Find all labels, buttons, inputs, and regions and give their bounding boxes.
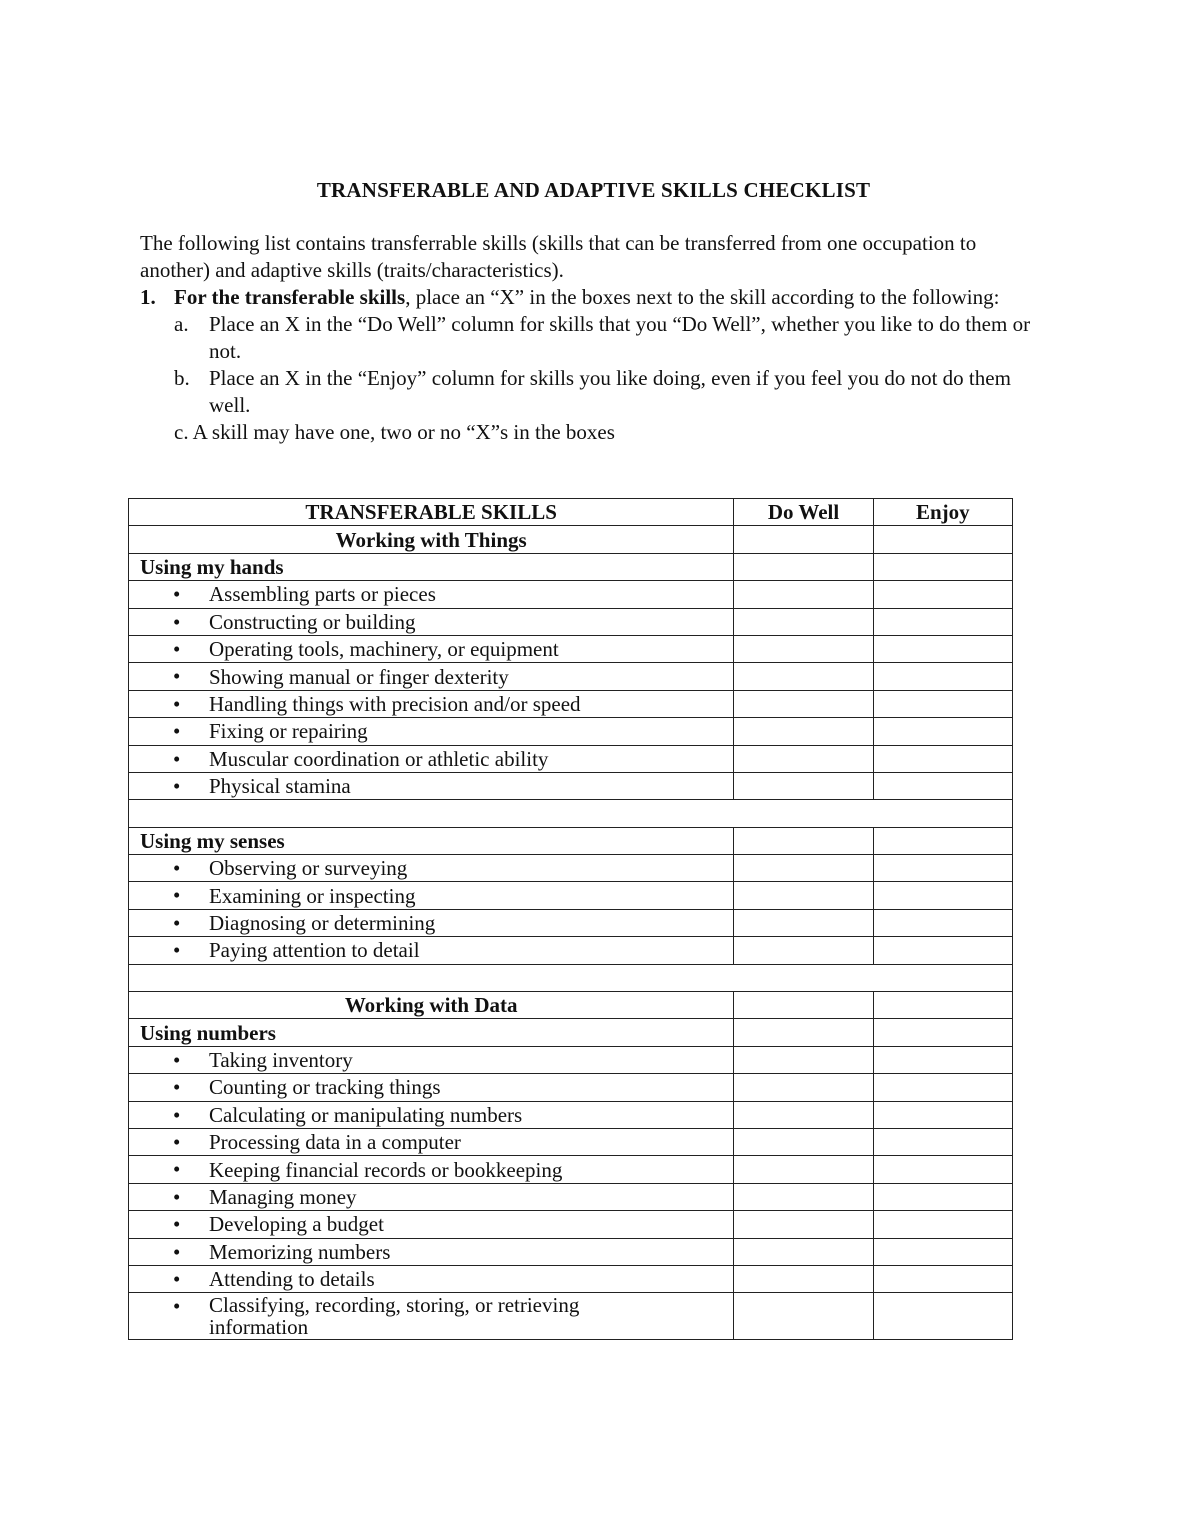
enjoy-cell[interactable] — [873, 608, 1012, 635]
bullet-icon: • — [173, 856, 181, 881]
do-well-cell[interactable] — [734, 1293, 873, 1340]
enjoy-cell[interactable] — [873, 553, 1012, 580]
do-well-cell[interactable] — [734, 1019, 873, 1046]
do-well-cell[interactable] — [734, 581, 873, 608]
enjoy-cell[interactable] — [873, 1211, 1012, 1238]
skill-item — [129, 937, 734, 964]
bullet-icon: • — [173, 773, 181, 798]
enjoy-cell[interactable] — [873, 718, 1012, 745]
skill-row — [129, 1238, 1013, 1265]
intro-paragraph: The following list contains transferrable skills (skills that can be transferred from one occupation to another) and adaptive skills (traits/characteristics). — [140, 231, 977, 282]
bullet-icon: • — [173, 664, 181, 689]
header-do-well: Do Well — [734, 499, 873, 526]
step-1-sublist — [140, 311, 1050, 446]
skill-item — [129, 635, 734, 662]
skill-item — [129, 745, 734, 772]
enjoy-cell[interactable] — [873, 1293, 1012, 1340]
instructions — [140, 230, 1050, 446]
header-row — [129, 499, 1013, 526]
skill-item — [129, 1101, 734, 1128]
skill-item — [129, 1265, 734, 1292]
skill-label: Managing money — [209, 1184, 357, 1209]
group-using-numbers: Using numbers — [129, 1019, 734, 1046]
do-well-cell[interactable] — [734, 526, 873, 553]
skill-item — [129, 581, 734, 608]
skill-item — [129, 608, 734, 635]
skill-label: Developing a budget — [209, 1212, 384, 1237]
enjoy-cell[interactable] — [873, 635, 1012, 662]
bullet-icon: • — [173, 636, 181, 661]
skill-row — [129, 1265, 1013, 1292]
bullet-icon: • — [173, 1266, 181, 1291]
skill-item — [129, 1128, 734, 1155]
skill-row — [129, 745, 1013, 772]
enjoy-cell[interactable] — [873, 992, 1012, 1019]
skill-label: Examining or inspecting — [209, 883, 416, 908]
skill-item — [129, 718, 734, 745]
skill-label: Operating tools, machinery, or equipment — [209, 637, 559, 662]
enjoy-cell[interactable] — [873, 1238, 1012, 1265]
skill-label: Physical stamina — [209, 774, 351, 799]
enjoy-cell[interactable] — [873, 690, 1012, 717]
skill-label: Attending to details — [209, 1267, 375, 1292]
do-well-cell[interactable] — [734, 553, 873, 580]
header-skills: TRANSFERABLE SKILLS — [129, 499, 734, 526]
enjoy-cell[interactable] — [873, 581, 1012, 608]
bullet-icon: • — [173, 938, 181, 963]
skill-row — [129, 718, 1013, 745]
skill-row — [129, 1211, 1013, 1238]
bullet-icon: • — [173, 1129, 181, 1154]
do-well-cell[interactable] — [734, 1238, 873, 1265]
skill-label: Calculating or manipulating numbers — [209, 1102, 523, 1127]
enjoy-cell[interactable] — [873, 1046, 1012, 1073]
skill-label: Fixing or repairing — [209, 719, 368, 744]
enjoy-cell[interactable] — [873, 1101, 1012, 1128]
do-well-cell[interactable] — [734, 1265, 873, 1292]
bullet-icon: • — [173, 1212, 181, 1237]
skill-label: Observing or surveying — [209, 856, 408, 881]
skill-row — [129, 1046, 1013, 1073]
skill-label: Keeping financial records or bookkeeping — [209, 1157, 563, 1182]
enjoy-cell[interactable] — [873, 1183, 1012, 1210]
do-well-cell[interactable] — [734, 1211, 873, 1238]
spacer-row — [129, 800, 1013, 827]
enjoy-cell[interactable] — [873, 882, 1012, 909]
enjoy-cell[interactable] — [873, 1074, 1012, 1101]
group-using-my-senses: Using my senses — [129, 827, 734, 854]
enjoy-cell[interactable] — [873, 827, 1012, 854]
skill-item — [129, 1046, 734, 1073]
do-well-cell[interactable] — [734, 1046, 873, 1073]
skill-row — [129, 1074, 1013, 1101]
skill-label: Showing manual or finger dexterity — [209, 664, 509, 689]
skill-label: Processing data in a computer — [209, 1130, 461, 1155]
do-well-cell[interactable] — [734, 937, 873, 964]
skill-row — [129, 882, 1013, 909]
enjoy-cell[interactable] — [873, 855, 1012, 882]
do-well-cell[interactable] — [734, 608, 873, 635]
do-well-cell[interactable] — [734, 718, 873, 745]
skill-item — [129, 882, 734, 909]
skill-row — [129, 855, 1013, 882]
skill-item — [129, 1293, 734, 1340]
section-working-with-things: Working with Things — [129, 526, 734, 553]
bullet-icon: • — [173, 1102, 181, 1127]
skill-label: Handling things with precision and/or speed — [209, 691, 581, 716]
skill-label: Taking inventory — [209, 1048, 353, 1072]
enjoy-cell[interactable] — [873, 1019, 1012, 1046]
bullet-icon: • — [173, 883, 181, 908]
spacer-row — [129, 964, 1013, 991]
do-well-cell[interactable] — [734, 1183, 873, 1210]
instruction-b — [174, 365, 1050, 419]
do-well-cell[interactable] — [734, 855, 873, 882]
group-row — [129, 827, 1013, 854]
skill-label: Constructing or building — [209, 609, 416, 634]
do-well-cell[interactable] — [734, 1156, 873, 1183]
group-row — [129, 1019, 1013, 1046]
skill-item — [129, 663, 734, 690]
do-well-cell[interactable] — [734, 663, 873, 690]
enjoy-cell[interactable] — [873, 909, 1012, 936]
do-well-cell[interactable] — [734, 992, 873, 1019]
skill-row — [129, 1101, 1013, 1128]
bullet-icon: • — [173, 1239, 181, 1264]
instruction-a — [174, 311, 1050, 365]
instruction-a-letter: a. — [174, 312, 189, 336]
do-well-cell[interactable] — [734, 745, 873, 772]
do-well-cell[interactable] — [734, 772, 873, 799]
step-text: , place an “X” in the boxes next to the skill according to the following: — [405, 285, 1000, 309]
do-well-cell[interactable] — [734, 882, 873, 909]
enjoy-cell[interactable] — [873, 663, 1012, 690]
step-number: 1. — [140, 285, 156, 309]
enjoy-cell[interactable] — [873, 1156, 1012, 1183]
skill-item — [129, 1156, 734, 1183]
page-title: TRANSFERABLE AND ADAPTIVE SKILLS CHECKLIST — [316, 178, 871, 202]
spacer-cell — [129, 964, 1013, 991]
section-row — [129, 992, 1013, 1019]
instruction-b-letter: b. — [174, 366, 190, 390]
do-well-cell[interactable] — [734, 1128, 873, 1155]
skill-label: Counting or tracking things — [209, 1075, 441, 1100]
enjoy-cell[interactable] — [873, 1265, 1012, 1292]
skill-label: Memorizing numbers — [209, 1239, 391, 1264]
bullet-icon: • — [173, 582, 181, 607]
group-using-my-hands: Using my hands — [129, 553, 734, 580]
skill-label: Paying attention to detail — [209, 938, 420, 963]
skill-label: Assembling parts or pieces — [209, 582, 436, 607]
skill-label: Muscular coordination or athletic ability — [209, 746, 549, 771]
bullet-icon: • — [173, 609, 181, 634]
skill-row — [129, 937, 1013, 964]
enjoy-cell[interactable] — [873, 937, 1012, 964]
do-well-cell[interactable] — [734, 1074, 873, 1101]
skill-item — [129, 1211, 734, 1238]
bullet-icon: • — [173, 1157, 181, 1182]
skill-row — [129, 608, 1013, 635]
bullet-icon: • — [173, 1294, 181, 1319]
step-1 — [140, 284, 1050, 311]
instruction-c: c. A skill may have one, two or no “X”s in the boxes — [174, 420, 615, 444]
skill-row — [129, 1156, 1013, 1183]
do-well-cell[interactable] — [734, 690, 873, 717]
skill-row — [129, 772, 1013, 799]
section-working-with-data: Working with Data — [129, 992, 734, 1019]
enjoy-cell[interactable] — [873, 745, 1012, 772]
do-well-cell[interactable] — [734, 635, 873, 662]
instruction-b-text: Place an X in the “Enjoy” column for skills you like doing, even if you feel you do not do them well. — [209, 366, 1011, 417]
skill-row — [129, 1293, 1013, 1340]
bullet-icon: • — [173, 746, 181, 771]
enjoy-cell[interactable] — [873, 772, 1012, 799]
enjoy-cell[interactable] — [873, 1128, 1012, 1155]
bullet-icon: • — [173, 1047, 181, 1072]
skill-row — [129, 635, 1013, 662]
bullet-icon: • — [173, 1075, 181, 1100]
skills-table — [128, 498, 1013, 1340]
skill-row — [129, 1128, 1013, 1155]
skill-item — [129, 1183, 734, 1210]
section-row — [129, 526, 1013, 553]
skill-row — [129, 1183, 1013, 1210]
bullet-icon: • — [173, 719, 181, 744]
spacer-cell — [129, 800, 1013, 827]
do-well-cell[interactable] — [734, 909, 873, 936]
step-bold: For the transferable skills — [174, 285, 406, 309]
skill-item — [129, 1074, 734, 1101]
skill-row — [129, 690, 1013, 717]
skill-row — [129, 909, 1013, 936]
header-enjoy: Enjoy — [873, 499, 1012, 526]
do-well-cell[interactable] — [734, 1101, 873, 1128]
skill-item — [129, 909, 734, 936]
bullet-icon: • — [173, 691, 181, 716]
bullet-icon: • — [173, 1184, 181, 1209]
skill-item — [129, 855, 734, 882]
skill-row — [129, 581, 1013, 608]
group-row — [129, 553, 1013, 580]
skill-label: Diagnosing or determining — [209, 911, 436, 936]
instruction-a-text: Place an X in the “Do Well” column for skills that you “Do Well”, whether you like to do them or not. — [209, 312, 1031, 363]
do-well-cell[interactable] — [734, 827, 873, 854]
skill-item — [129, 772, 734, 799]
skill-item — [129, 690, 734, 717]
enjoy-cell[interactable] — [873, 526, 1012, 553]
bullet-icon: • — [173, 910, 181, 935]
skill-label: Classifying, recording, storing, or retrieving information — [209, 1293, 580, 1340]
skill-row — [129, 663, 1013, 690]
skill-item — [129, 1238, 734, 1265]
